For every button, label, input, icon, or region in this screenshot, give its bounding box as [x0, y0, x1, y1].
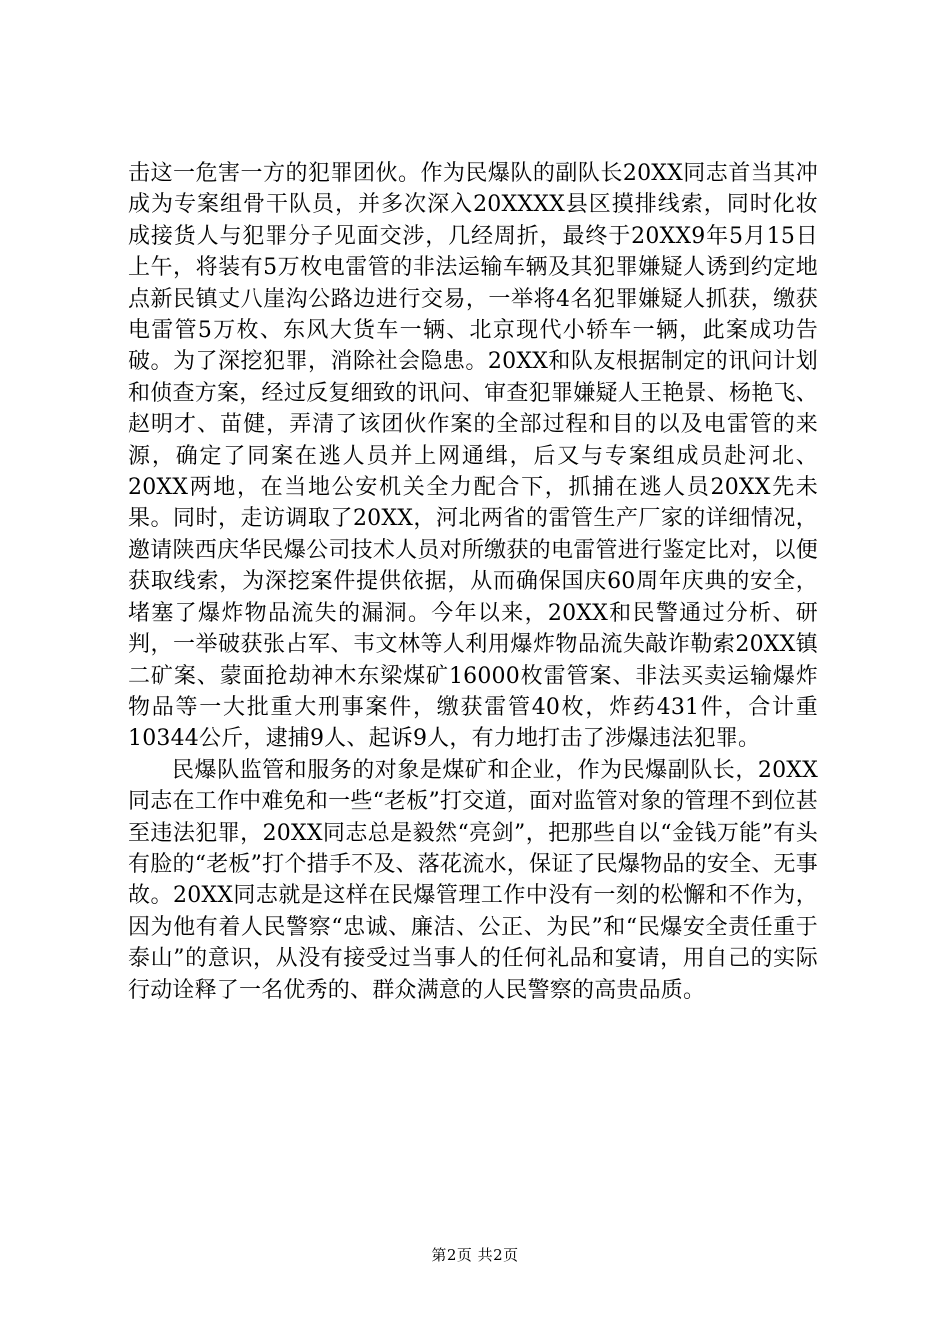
paragraph-1: 击这一危害一方的犯罪团伙。作为民爆队的副队长20XX同志首当其冲成为专案组骨干队员，并多次深入20XXXX县区摸排线索，同时化妆成接货人与犯罪分子见面交涉，几经周折，最终于20XX9年5月15日上午，将装有5万枚电雷管的非法运输车辆及其犯罪嫌疑人诱到约定地点新民镇丈八崖沟公路边进行交易，一举将4名犯罪嫌疑人抓获，缴获电雷管5万枚、东风大货车一辆、北京现代小轿车一辆，此案成功告破。为了深挖犯罪，消除社会隐患。20XX和队友根据制定的讯问计划和侦查方案，经过反复细致的讯问、审查犯罪嫌疑人王艳景、杨艳飞、赵明才、苗健，弄清了该团伙作案的全部过程和目的以及电雷管的来源，确定了同案在逃人员并上网通缉，后又与专案组成员赴河北、20XX两地，在当地公安机关全力配合下，抓捕在逃人员20XX先未果。同时，走访调取了20XX，河北两省的雷管生产厂家的详细情况，邀请陕西庆华民爆公司技术人员对所缴获的电雷管进行鉴定比对，以便获取线索，为深挖案件提供依据，从而确保国庆60周年庆典的安全，堵塞了爆炸物品流失的漏洞。今年以来，20XX和民警通过分析、研判，一举破获张占军、韦文林等人利用爆炸物品流失敲诈勒索20XX镇二矿案、蒙面抢劫神木东梁煤矿16000枚雷管案、非法买卖运输爆炸物品等一大批重大刑事案件，缴获雷管40枚，炸药431件，合计重10344公斤，逮捕9人、起诉9人，有力地打击了涉爆违法犯罪。 [128, 161, 818, 752]
page-number: 第2页 共2页 [431, 1246, 519, 1264]
page-footer [0, 1246, 950, 1264]
paragraph-2: 民爆队监管和服务的对象是煤矿和企业，作为民爆副队长，20XX同志在工作中难免和一些“老板”打交道，面对监管对象的管理不到位甚至违法犯罪，20XX同志总是毅然“亮剑”，把那些自以“金钱万能”有头有脸的“老板”打个措手不及、落花流水，保证了民爆物品的安全、无事故。20XX同志就是这样在民爆管理工作中没有一刻的松懈和不作为，因为他有着人民警察“忠诚、廉洁、公正、为民”和“民爆安全责任重于泰山”的意识，从没有接受过当事人的任何礼品和宴请，用自己的实际行动诠释了一名优秀的、群众满意的人民警察的高贵品质。 [128, 757, 818, 1003]
document-body [128, 158, 818, 1006]
